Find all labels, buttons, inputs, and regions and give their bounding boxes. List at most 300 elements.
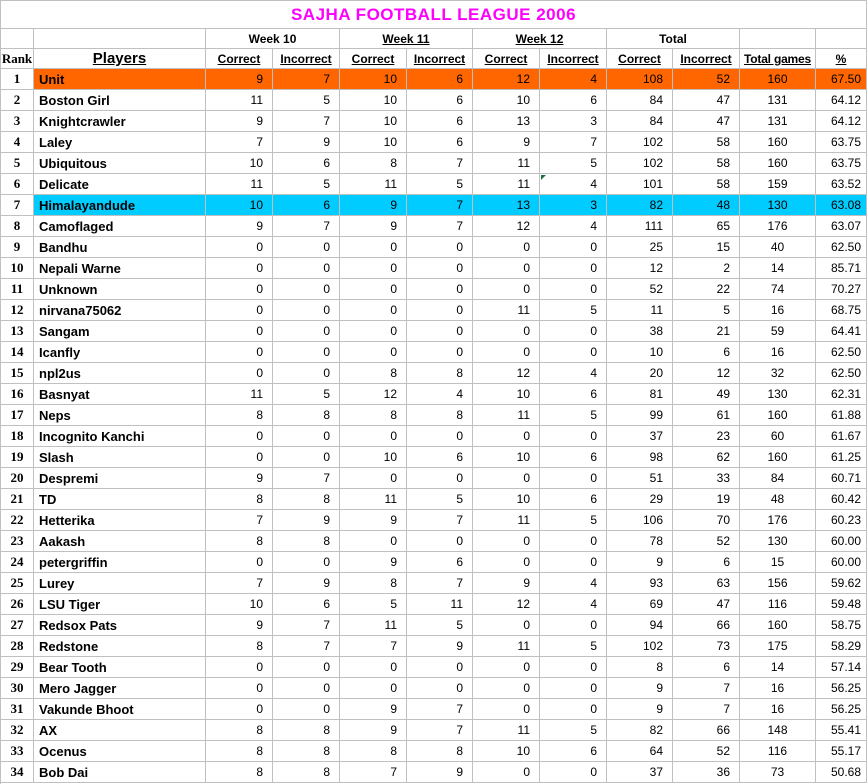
week10-incorrect-cell[interactable]: 7 bbox=[273, 111, 340, 132]
week10-incorrect-cell[interactable]: 0 bbox=[273, 363, 340, 384]
week10-correct-cell[interactable]: 10 bbox=[206, 195, 273, 216]
week12-correct-cell[interactable]: 10 bbox=[473, 90, 540, 111]
week10-incorrect-cell[interactable]: 8 bbox=[273, 741, 340, 762]
week11-correct-cell[interactable]: 11 bbox=[340, 489, 407, 510]
total-games-cell[interactable]: 156 bbox=[740, 573, 816, 594]
percent-cell[interactable]: 63.75 bbox=[816, 132, 867, 153]
week10-correct-cell[interactable]: 8 bbox=[206, 741, 273, 762]
total-incorrect-cell[interactable]: 66 bbox=[673, 615, 740, 636]
total-games-cell[interactable]: 116 bbox=[740, 594, 816, 615]
rank-cell[interactable]: 20 bbox=[1, 468, 34, 489]
week12-incorrect-cell[interactable]: 6 bbox=[540, 741, 607, 762]
rank-cell[interactable]: 3 bbox=[1, 111, 34, 132]
player-name-cell[interactable]: Vakunde Bhoot bbox=[34, 699, 206, 720]
week12-correct-cell[interactable]: 0 bbox=[473, 279, 540, 300]
total-correct-cell[interactable]: 84 bbox=[607, 90, 673, 111]
sheet-title[interactable]: SAJHA FOOTBALL LEAGUE 2006 bbox=[1, 1, 867, 29]
total-incorrect-cell[interactable]: 52 bbox=[673, 531, 740, 552]
week11-incorrect-cell[interactable]: 0 bbox=[407, 321, 473, 342]
week12-correct-cell[interactable]: 11 bbox=[473, 720, 540, 741]
week11-correct-cell[interactable]: 0 bbox=[340, 678, 407, 699]
week10-incorrect-cell[interactable]: 7 bbox=[273, 615, 340, 636]
week12-correct-cell[interactable]: 10 bbox=[473, 741, 540, 762]
player-name-cell[interactable]: Neps bbox=[34, 405, 206, 426]
week11-incorrect-cell[interactable]: 0 bbox=[407, 468, 473, 489]
week11-correct-cell[interactable]: 11 bbox=[340, 615, 407, 636]
week11-correct-cell[interactable]: 0 bbox=[340, 279, 407, 300]
rank-cell[interactable]: 6 bbox=[1, 174, 34, 195]
week11-incorrect-cell[interactable]: 0 bbox=[407, 531, 473, 552]
week12-correct-cell[interactable]: 11 bbox=[473, 174, 540, 195]
week12-incorrect-cell[interactable]: 5 bbox=[540, 510, 607, 531]
total-incorrect-cell[interactable]: 2 bbox=[673, 258, 740, 279]
rank-cell[interactable]: 33 bbox=[1, 741, 34, 762]
player-name-cell[interactable]: Slash bbox=[34, 447, 206, 468]
week10-correct-cell[interactable]: 11 bbox=[206, 384, 273, 405]
total-correct-cell[interactable]: 111 bbox=[607, 216, 673, 237]
week10-incorrect-cell[interactable]: 7 bbox=[273, 69, 340, 90]
week10-incorrect-cell[interactable]: 9 bbox=[273, 132, 340, 153]
player-name-cell[interactable]: Hetterika bbox=[34, 510, 206, 531]
week12-correct-cell[interactable]: 13 bbox=[473, 195, 540, 216]
player-name-cell[interactable]: Mero Jagger bbox=[34, 678, 206, 699]
total-correct-cell[interactable]: 82 bbox=[607, 195, 673, 216]
week12-correct-cell[interactable]: 0 bbox=[473, 342, 540, 363]
total-games-cell[interactable]: 48 bbox=[740, 489, 816, 510]
week11-correct-cell[interactable]: 8 bbox=[340, 573, 407, 594]
week11-correct-cell[interactable]: 0 bbox=[340, 321, 407, 342]
week12-incorrect-cell[interactable]: 4 bbox=[540, 573, 607, 594]
total-incorrect-cell[interactable]: 73 bbox=[673, 636, 740, 657]
correct-header[interactable]: Correct bbox=[607, 49, 673, 69]
week11-correct-cell[interactable]: 9 bbox=[340, 195, 407, 216]
week11-correct-cell[interactable]: 0 bbox=[340, 468, 407, 489]
player-name-cell[interactable]: Unknown bbox=[34, 279, 206, 300]
player-name-cell[interactable]: Despremi bbox=[34, 468, 206, 489]
percent-cell[interactable]: 59.48 bbox=[816, 594, 867, 615]
week10-correct-cell[interactable]: 9 bbox=[206, 615, 273, 636]
player-name-cell[interactable]: Camoflaged bbox=[34, 216, 206, 237]
week10-correct-cell[interactable]: 7 bbox=[206, 573, 273, 594]
week12-correct-cell[interactable]: 12 bbox=[473, 363, 540, 384]
week12-incorrect-cell[interactable]: 0 bbox=[540, 258, 607, 279]
week12-correct-cell[interactable]: 0 bbox=[473, 615, 540, 636]
week10-incorrect-cell[interactable]: 0 bbox=[273, 552, 340, 573]
week12-incorrect-cell[interactable]: 0 bbox=[540, 615, 607, 636]
percent-cell[interactable]: 70.27 bbox=[816, 279, 867, 300]
total-games-cell[interactable]: 130 bbox=[740, 384, 816, 405]
week12-correct-cell[interactable]: 0 bbox=[473, 237, 540, 258]
week12-correct-cell[interactable]: 12 bbox=[473, 594, 540, 615]
total-correct-cell[interactable]: 99 bbox=[607, 405, 673, 426]
week11-incorrect-cell[interactable]: 6 bbox=[407, 90, 473, 111]
week11-incorrect-cell[interactable]: 11 bbox=[407, 594, 473, 615]
player-name-cell[interactable]: Incognito Kanchi bbox=[34, 426, 206, 447]
percent-cell[interactable]: 63.07 bbox=[816, 216, 867, 237]
rank-cell[interactable]: 18 bbox=[1, 426, 34, 447]
total-correct-cell[interactable]: 106 bbox=[607, 510, 673, 531]
total-correct-cell[interactable]: 9 bbox=[607, 552, 673, 573]
week11-correct-cell[interactable]: 5 bbox=[340, 594, 407, 615]
week12-incorrect-cell[interactable]: 5 bbox=[540, 405, 607, 426]
week11-incorrect-cell[interactable]: 4 bbox=[407, 384, 473, 405]
percent-cell[interactable]: 62.31 bbox=[816, 384, 867, 405]
week11-incorrect-cell[interactable]: 0 bbox=[407, 657, 473, 678]
total-correct-cell[interactable]: 102 bbox=[607, 636, 673, 657]
player-name-cell[interactable]: AX bbox=[34, 720, 206, 741]
week11-correct-cell[interactable]: 0 bbox=[340, 300, 407, 321]
week11-incorrect-cell[interactable]: 7 bbox=[407, 216, 473, 237]
total-games-cell[interactable]: 160 bbox=[740, 153, 816, 174]
week11-correct-cell[interactable]: 9 bbox=[340, 216, 407, 237]
total-games-cell[interactable]: 16 bbox=[740, 678, 816, 699]
week10-correct-cell[interactable]: 0 bbox=[206, 321, 273, 342]
week12-correct-cell[interactable]: 9 bbox=[473, 132, 540, 153]
week11-correct-cell[interactable]: 8 bbox=[340, 363, 407, 384]
percent-cell[interactable]: 60.42 bbox=[816, 489, 867, 510]
week12-incorrect-cell[interactable]: 6 bbox=[540, 90, 607, 111]
week10-correct-cell[interactable]: 11 bbox=[206, 174, 273, 195]
week12-correct-cell[interactable]: 10 bbox=[473, 384, 540, 405]
total-incorrect-cell[interactable]: 47 bbox=[673, 111, 740, 132]
rank-cell[interactable]: 29 bbox=[1, 657, 34, 678]
total-games-header[interactable]: Total games bbox=[740, 49, 816, 69]
rank-cell[interactable]: 13 bbox=[1, 321, 34, 342]
week12-correct-cell[interactable]: 10 bbox=[473, 447, 540, 468]
week10-incorrect-cell[interactable]: 5 bbox=[273, 384, 340, 405]
week10-group-header[interactable]: Week 10 bbox=[206, 29, 340, 49]
percent-cell[interactable]: 63.08 bbox=[816, 195, 867, 216]
week10-correct-cell[interactable]: 0 bbox=[206, 699, 273, 720]
percent-cell[interactable]: 61.25 bbox=[816, 447, 867, 468]
week10-correct-cell[interactable]: 0 bbox=[206, 657, 273, 678]
total-incorrect-cell[interactable]: 52 bbox=[673, 69, 740, 90]
week10-incorrect-cell[interactable]: 0 bbox=[273, 279, 340, 300]
week10-incorrect-cell[interactable]: 0 bbox=[273, 342, 340, 363]
week12-incorrect-cell[interactable]: 7 bbox=[540, 132, 607, 153]
incorrect-header[interactable]: Incorrect bbox=[673, 49, 740, 69]
players-header[interactable]: Players bbox=[34, 49, 206, 69]
week11-correct-cell[interactable]: 0 bbox=[340, 657, 407, 678]
week12-correct-cell[interactable]: 0 bbox=[473, 531, 540, 552]
week12-incorrect-cell[interactable]: 4 bbox=[540, 216, 607, 237]
week11-correct-cell[interactable]: 0 bbox=[340, 258, 407, 279]
percent-cell[interactable]: 64.41 bbox=[816, 321, 867, 342]
total-games-cell[interactable]: 73 bbox=[740, 762, 816, 783]
total-correct-cell[interactable]: 11 bbox=[607, 300, 673, 321]
week10-incorrect-cell[interactable]: 8 bbox=[273, 762, 340, 783]
percent-cell[interactable]: 55.41 bbox=[816, 720, 867, 741]
week10-correct-cell[interactable]: 0 bbox=[206, 279, 273, 300]
week11-correct-cell[interactable]: 11 bbox=[340, 174, 407, 195]
rank-cell[interactable]: 24 bbox=[1, 552, 34, 573]
week12-incorrect-cell[interactable]: 6 bbox=[540, 489, 607, 510]
rank-cell[interactable]: 15 bbox=[1, 363, 34, 384]
week11-incorrect-cell[interactable]: 8 bbox=[407, 405, 473, 426]
week10-correct-cell[interactable]: 9 bbox=[206, 468, 273, 489]
week11-incorrect-cell[interactable]: 7 bbox=[407, 699, 473, 720]
week10-incorrect-cell[interactable]: 0 bbox=[273, 258, 340, 279]
total-correct-cell[interactable]: 84 bbox=[607, 111, 673, 132]
total-incorrect-cell[interactable]: 58 bbox=[673, 153, 740, 174]
week12-incorrect-cell[interactable]: 3 bbox=[540, 111, 607, 132]
percent-cell[interactable]: 60.00 bbox=[816, 531, 867, 552]
total-games-cell[interactable]: 159 bbox=[740, 174, 816, 195]
week10-correct-cell[interactable]: 7 bbox=[206, 132, 273, 153]
week10-incorrect-cell[interactable]: 8 bbox=[273, 405, 340, 426]
total-incorrect-cell[interactable]: 61 bbox=[673, 405, 740, 426]
rank-cell[interactable]: 22 bbox=[1, 510, 34, 531]
total-incorrect-cell[interactable]: 66 bbox=[673, 720, 740, 741]
player-name-cell[interactable]: Boston Girl bbox=[34, 90, 206, 111]
week11-incorrect-cell[interactable]: 0 bbox=[407, 300, 473, 321]
rank-cell[interactable]: 25 bbox=[1, 573, 34, 594]
total-incorrect-cell[interactable]: 36 bbox=[673, 762, 740, 783]
week12-incorrect-cell[interactable]: 0 bbox=[540, 279, 607, 300]
percent-cell[interactable]: 58.75 bbox=[816, 615, 867, 636]
week11-incorrect-cell[interactable]: 7 bbox=[407, 573, 473, 594]
player-name-cell[interactable]: Icanfly bbox=[34, 342, 206, 363]
percent-cell[interactable]: 58.29 bbox=[816, 636, 867, 657]
week12-incorrect-cell[interactable]: 0 bbox=[540, 468, 607, 489]
total-games-cell[interactable]: 14 bbox=[740, 657, 816, 678]
total-correct-cell[interactable]: 10 bbox=[607, 342, 673, 363]
week10-incorrect-cell[interactable]: 6 bbox=[273, 153, 340, 174]
incorrect-header[interactable]: Incorrect bbox=[407, 49, 473, 69]
rank-cell[interactable]: 17 bbox=[1, 405, 34, 426]
total-correct-cell[interactable]: 78 bbox=[607, 531, 673, 552]
week12-correct-cell[interactable]: 10 bbox=[473, 489, 540, 510]
week12-correct-cell[interactable]: 0 bbox=[473, 678, 540, 699]
rank-cell[interactable]: 28 bbox=[1, 636, 34, 657]
week10-correct-cell[interactable]: 8 bbox=[206, 636, 273, 657]
total-incorrect-cell[interactable]: 70 bbox=[673, 510, 740, 531]
total-incorrect-cell[interactable]: 6 bbox=[673, 552, 740, 573]
week10-correct-cell[interactable]: 11 bbox=[206, 90, 273, 111]
week11-incorrect-cell[interactable]: 5 bbox=[407, 615, 473, 636]
week12-correct-cell[interactable]: 11 bbox=[473, 405, 540, 426]
percent-cell[interactable]: 62.50 bbox=[816, 342, 867, 363]
week10-correct-cell[interactable]: 0 bbox=[206, 552, 273, 573]
player-name-cell[interactable]: Ocenus bbox=[34, 741, 206, 762]
total-incorrect-cell[interactable]: 52 bbox=[673, 741, 740, 762]
week10-incorrect-cell[interactable]: 9 bbox=[273, 573, 340, 594]
correct-header[interactable]: Correct bbox=[473, 49, 540, 69]
total-correct-cell[interactable]: 37 bbox=[607, 762, 673, 783]
total-correct-cell[interactable]: 94 bbox=[607, 615, 673, 636]
week10-incorrect-cell[interactable]: 0 bbox=[273, 426, 340, 447]
total-games-cell[interactable]: 16 bbox=[740, 342, 816, 363]
percent-cell[interactable]: 56.25 bbox=[816, 678, 867, 699]
week10-correct-cell[interactable]: 10 bbox=[206, 153, 273, 174]
week12-incorrect-cell[interactable]: 5 bbox=[540, 720, 607, 741]
total-games-cell[interactable]: 116 bbox=[740, 741, 816, 762]
week10-correct-cell[interactable]: 0 bbox=[206, 342, 273, 363]
rank-cell[interactable]: 1 bbox=[1, 69, 34, 90]
week10-correct-cell[interactable]: 8 bbox=[206, 720, 273, 741]
week12-incorrect-cell[interactable]: 5 bbox=[540, 636, 607, 657]
total-games-cell[interactable]: 16 bbox=[740, 699, 816, 720]
total-correct-cell[interactable]: 52 bbox=[607, 279, 673, 300]
week12-incorrect-cell[interactable]: 0 bbox=[540, 342, 607, 363]
rank-cell[interactable]: 27 bbox=[1, 615, 34, 636]
total-games-cell[interactable]: 130 bbox=[740, 195, 816, 216]
player-name-cell[interactable]: Redsox Pats bbox=[34, 615, 206, 636]
week12-correct-cell[interactable]: 0 bbox=[473, 426, 540, 447]
week10-correct-cell[interactable]: 9 bbox=[206, 69, 273, 90]
total-correct-cell[interactable]: 29 bbox=[607, 489, 673, 510]
total-games-cell[interactable]: 60 bbox=[740, 426, 816, 447]
percent-cell[interactable]: 62.50 bbox=[816, 363, 867, 384]
week10-incorrect-cell[interactable]: 6 bbox=[273, 195, 340, 216]
error-indicator-cell[interactable]: 4 bbox=[540, 174, 607, 195]
total-correct-cell[interactable]: 37 bbox=[607, 426, 673, 447]
empty-cell[interactable] bbox=[34, 29, 206, 49]
incorrect-header[interactable]: Incorrect bbox=[540, 49, 607, 69]
player-name-cell[interactable]: Laley bbox=[34, 132, 206, 153]
total-incorrect-cell[interactable]: 6 bbox=[673, 342, 740, 363]
week10-incorrect-cell[interactable]: 7 bbox=[273, 636, 340, 657]
rank-cell[interactable]: 30 bbox=[1, 678, 34, 699]
week10-incorrect-cell[interactable]: 7 bbox=[273, 468, 340, 489]
percent-cell[interactable]: 57.14 bbox=[816, 657, 867, 678]
percent-cell[interactable]: 59.62 bbox=[816, 573, 867, 594]
player-name-cell[interactable]: Sangam bbox=[34, 321, 206, 342]
week12-correct-cell[interactable]: 11 bbox=[473, 300, 540, 321]
week11-correct-cell[interactable]: 9 bbox=[340, 510, 407, 531]
week11-correct-cell[interactable]: 10 bbox=[340, 132, 407, 153]
week11-incorrect-cell[interactable]: 9 bbox=[407, 636, 473, 657]
total-games-cell[interactable]: 74 bbox=[740, 279, 816, 300]
total-incorrect-cell[interactable]: 19 bbox=[673, 489, 740, 510]
player-name-cell[interactable]: nirvana75062 bbox=[34, 300, 206, 321]
week11-incorrect-cell[interactable]: 7 bbox=[407, 195, 473, 216]
week11-incorrect-cell[interactable]: 0 bbox=[407, 279, 473, 300]
week10-correct-cell[interactable]: 9 bbox=[206, 216, 273, 237]
total-group-header[interactable]: Total bbox=[607, 29, 740, 49]
total-games-cell[interactable]: 59 bbox=[740, 321, 816, 342]
week10-correct-cell[interactable]: 0 bbox=[206, 300, 273, 321]
week12-correct-cell[interactable]: 13 bbox=[473, 111, 540, 132]
rank-cell[interactable]: 10 bbox=[1, 258, 34, 279]
total-games-cell[interactable]: 160 bbox=[740, 447, 816, 468]
week11-incorrect-cell[interactable]: 0 bbox=[407, 237, 473, 258]
week12-incorrect-cell[interactable]: 0 bbox=[540, 552, 607, 573]
week12-correct-cell[interactable]: 0 bbox=[473, 258, 540, 279]
week11-incorrect-cell[interactable]: 7 bbox=[407, 720, 473, 741]
total-correct-cell[interactable]: 20 bbox=[607, 363, 673, 384]
week12-correct-cell[interactable]: 12 bbox=[473, 216, 540, 237]
percent-cell[interactable]: 63.75 bbox=[816, 153, 867, 174]
total-games-cell[interactable]: 160 bbox=[740, 69, 816, 90]
total-games-cell[interactable]: 160 bbox=[740, 132, 816, 153]
total-incorrect-cell[interactable]: 22 bbox=[673, 279, 740, 300]
total-incorrect-cell[interactable]: 12 bbox=[673, 363, 740, 384]
total-incorrect-cell[interactable]: 15 bbox=[673, 237, 740, 258]
total-correct-cell[interactable]: 51 bbox=[607, 468, 673, 489]
week11-incorrect-cell[interactable]: 0 bbox=[407, 258, 473, 279]
week12-correct-cell[interactable]: 0 bbox=[473, 657, 540, 678]
week11-correct-cell[interactable]: 10 bbox=[340, 69, 407, 90]
week10-correct-cell[interactable]: 9 bbox=[206, 111, 273, 132]
total-games-cell[interactable]: 176 bbox=[740, 216, 816, 237]
percent-cell[interactable]: 64.12 bbox=[816, 90, 867, 111]
percent-header[interactable]: % bbox=[816, 49, 867, 69]
total-games-cell[interactable]: 84 bbox=[740, 468, 816, 489]
total-correct-cell[interactable]: 102 bbox=[607, 153, 673, 174]
rank-cell[interactable]: 26 bbox=[1, 594, 34, 615]
week11-incorrect-cell[interactable]: 6 bbox=[407, 132, 473, 153]
total-correct-cell[interactable]: 108 bbox=[607, 69, 673, 90]
total-correct-cell[interactable]: 12 bbox=[607, 258, 673, 279]
correct-header[interactable]: Correct bbox=[340, 49, 407, 69]
week11-incorrect-cell[interactable]: 6 bbox=[407, 69, 473, 90]
total-correct-cell[interactable]: 9 bbox=[607, 699, 673, 720]
player-name-cell[interactable]: npl2us bbox=[34, 363, 206, 384]
percent-cell[interactable]: 85.71 bbox=[816, 258, 867, 279]
week10-incorrect-cell[interactable]: 5 bbox=[273, 90, 340, 111]
total-games-cell[interactable]: 160 bbox=[740, 615, 816, 636]
week10-correct-cell[interactable]: 0 bbox=[206, 237, 273, 258]
total-correct-cell[interactable]: 93 bbox=[607, 573, 673, 594]
player-name-cell[interactable]: Himalayandude bbox=[34, 195, 206, 216]
week11-correct-cell[interactable]: 0 bbox=[340, 531, 407, 552]
total-games-cell[interactable]: 175 bbox=[740, 636, 816, 657]
player-name-cell[interactable]: LSU Tiger bbox=[34, 594, 206, 615]
player-name-cell[interactable]: Bandhu bbox=[34, 237, 206, 258]
total-correct-cell[interactable]: 102 bbox=[607, 132, 673, 153]
total-correct-cell[interactable]: 82 bbox=[607, 720, 673, 741]
week12-correct-cell[interactable]: 0 bbox=[473, 762, 540, 783]
percent-cell[interactable]: 62.50 bbox=[816, 237, 867, 258]
week12-correct-cell[interactable]: 0 bbox=[473, 321, 540, 342]
week12-incorrect-cell[interactable]: 4 bbox=[540, 69, 607, 90]
week11-correct-cell[interactable]: 0 bbox=[340, 237, 407, 258]
total-correct-cell[interactable]: 25 bbox=[607, 237, 673, 258]
week10-correct-cell[interactable]: 8 bbox=[206, 762, 273, 783]
week11-correct-cell[interactable]: 8 bbox=[340, 153, 407, 174]
total-correct-cell[interactable]: 64 bbox=[607, 741, 673, 762]
total-games-cell[interactable]: 16 bbox=[740, 300, 816, 321]
percent-cell[interactable]: 60.71 bbox=[816, 468, 867, 489]
week10-correct-cell[interactable]: 8 bbox=[206, 489, 273, 510]
week10-correct-cell[interactable]: 0 bbox=[206, 426, 273, 447]
player-name-cell[interactable]: Basnyat bbox=[34, 384, 206, 405]
total-correct-cell[interactable]: 9 bbox=[607, 678, 673, 699]
week12-correct-cell[interactable]: 0 bbox=[473, 468, 540, 489]
total-incorrect-cell[interactable]: 49 bbox=[673, 384, 740, 405]
rank-header[interactable]: Rank bbox=[1, 49, 34, 69]
rank-cell[interactable]: 9 bbox=[1, 237, 34, 258]
week10-incorrect-cell[interactable]: 0 bbox=[273, 699, 340, 720]
total-incorrect-cell[interactable]: 58 bbox=[673, 174, 740, 195]
week12-group-header[interactable]: Week 12 bbox=[473, 29, 607, 49]
player-name-cell[interactable]: petergriffin bbox=[34, 552, 206, 573]
percent-cell[interactable]: 55.17 bbox=[816, 741, 867, 762]
total-incorrect-cell[interactable]: 33 bbox=[673, 468, 740, 489]
week12-incorrect-cell[interactable]: 0 bbox=[540, 426, 607, 447]
player-name-cell[interactable]: Nepali Warne bbox=[34, 258, 206, 279]
week11-correct-cell[interactable]: 7 bbox=[340, 762, 407, 783]
week11-correct-cell[interactable]: 10 bbox=[340, 111, 407, 132]
week11-correct-cell[interactable]: 10 bbox=[340, 447, 407, 468]
empty-cell[interactable] bbox=[816, 29, 867, 49]
week11-correct-cell[interactable]: 7 bbox=[340, 636, 407, 657]
player-name-cell[interactable]: Aakash bbox=[34, 531, 206, 552]
week10-correct-cell[interactable]: 10 bbox=[206, 594, 273, 615]
week11-incorrect-cell[interactable]: 6 bbox=[407, 552, 473, 573]
week12-incorrect-cell[interactable]: 0 bbox=[540, 657, 607, 678]
